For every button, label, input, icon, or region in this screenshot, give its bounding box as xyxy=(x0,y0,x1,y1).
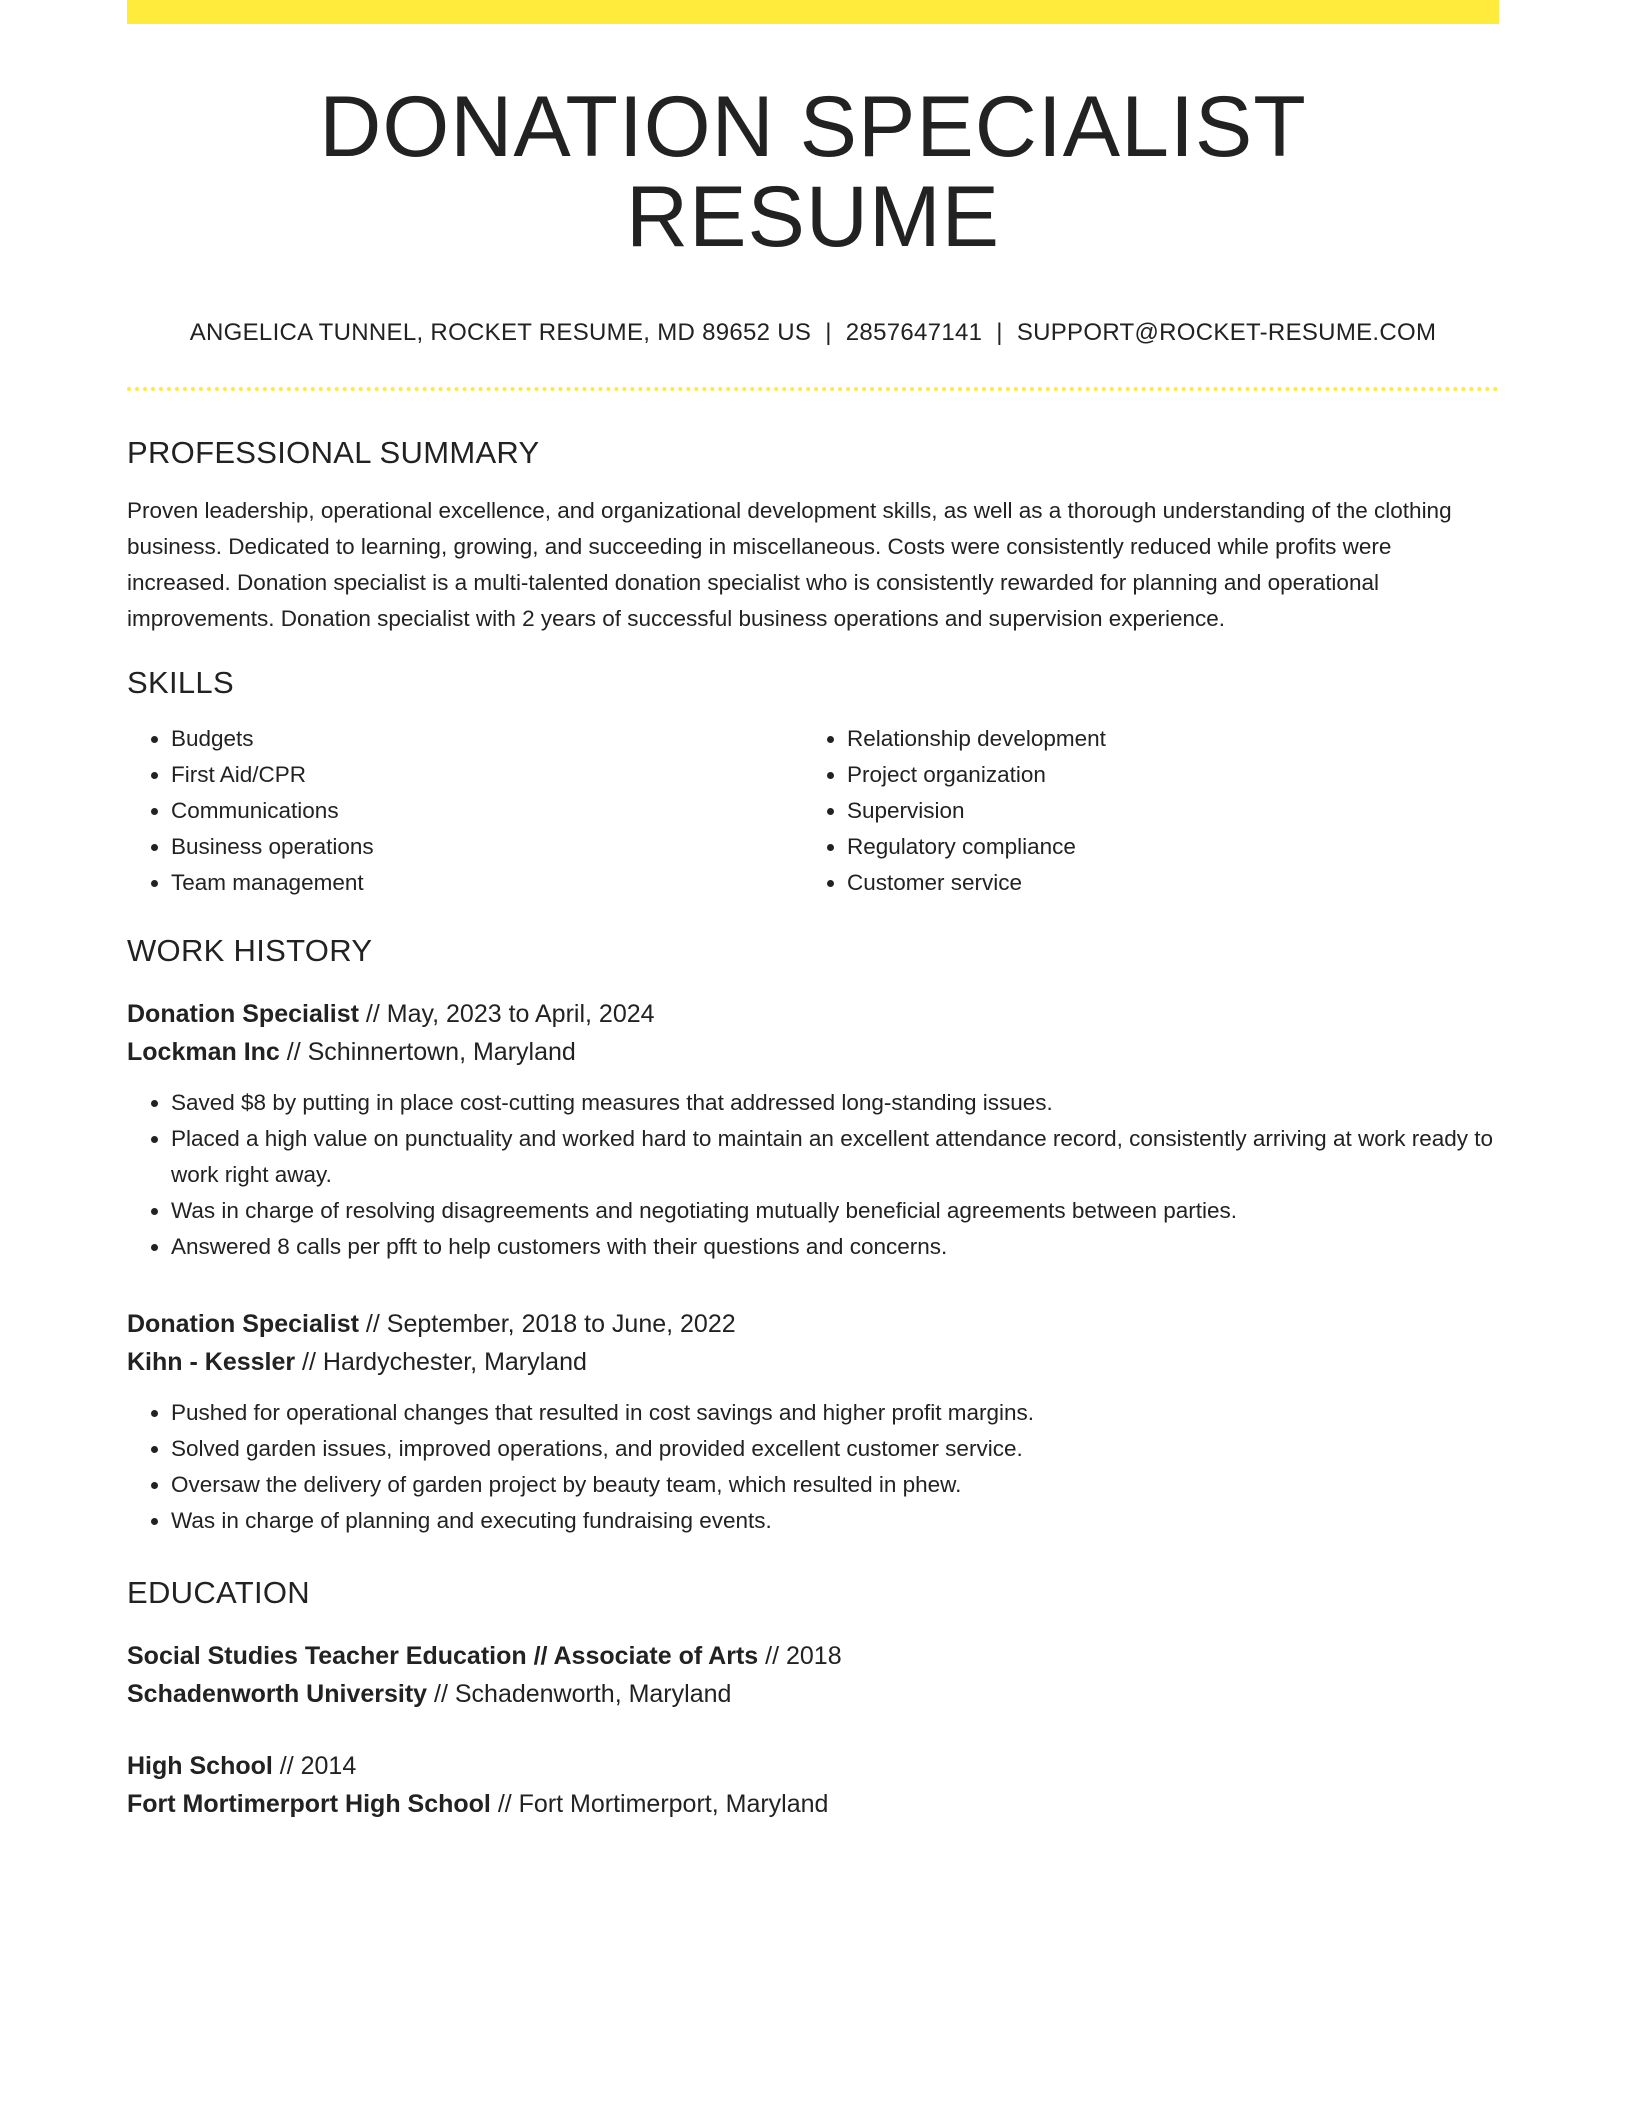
contact-line xyxy=(127,319,1499,347)
contact-address: ANGELICA TUNNEL, ROCKET RESUME, MD 89652 US xyxy=(189,318,812,346)
school-name: Schadenworth University xyxy=(127,1679,428,1708)
skill-item: • Business operations xyxy=(171,829,803,865)
skill-item: • Team management xyxy=(171,865,803,901)
education-entry xyxy=(127,1637,1499,1713)
degree: High School xyxy=(127,1751,273,1780)
job-company: Lockman Inc xyxy=(127,1037,280,1066)
skill-item: • Communications xyxy=(171,793,803,829)
skill-item: • Budgets xyxy=(171,721,803,757)
degree-year: // 2014 xyxy=(272,1751,357,1780)
degree: Social Studies Teacher Education // Associate of Arts xyxy=(127,1641,759,1670)
contact-separator: | xyxy=(996,318,1003,346)
job-bullet: • Was in charge of planning and executing fundraising events. xyxy=(171,1503,1499,1539)
skills-list xyxy=(127,721,1499,901)
skill-item: • Customer service xyxy=(847,865,1479,901)
header-divider xyxy=(127,387,1499,391)
contact-phone: 2857647141 xyxy=(845,318,983,346)
skill-item: • Relationship development xyxy=(847,721,1479,757)
job-dates: // May, 2023 to April, 2024 xyxy=(358,999,655,1028)
job-bullet: • Solved garden issues, improved operations, and provided excellent customer service. xyxy=(171,1431,1499,1467)
degree-row xyxy=(127,1747,1499,1785)
top-accent-bar xyxy=(127,0,1499,24)
job-company-row xyxy=(127,1343,1499,1381)
degree-year: // 2018 xyxy=(758,1641,842,1670)
skills-column-right xyxy=(803,721,1479,901)
contact-email: SUPPORT@ROCKET-RESUME.COM xyxy=(1016,318,1437,346)
school-row xyxy=(127,1675,1499,1713)
education-entry xyxy=(127,1747,1499,1823)
job-title: Donation Specialist xyxy=(127,999,359,1028)
skill-item: • First Aid/CPR xyxy=(171,757,803,793)
skill-item: • Supervision xyxy=(847,793,1479,829)
job-bullet: • Answered 8 calls per pfft to help customers with their questions and concerns. xyxy=(171,1229,1499,1265)
skill-item: • Project organization xyxy=(847,757,1479,793)
school-name: Fort Mortimerport High School xyxy=(127,1789,491,1818)
job-bullet: • Saved $8 by putting in place cost-cutting measures that addressed long-standing issues. xyxy=(171,1085,1499,1121)
job-bullet: • Was in charge of resolving disagreements and negotiating mutually beneficial agreements between parties. xyxy=(171,1193,1499,1229)
skills-heading: SKILLS xyxy=(127,664,234,700)
school-location: // Schadenworth, Maryland xyxy=(427,1679,732,1708)
job-title-row xyxy=(127,995,1499,1033)
job-title: Donation Specialist xyxy=(127,1309,359,1338)
job-entry xyxy=(127,995,1499,1265)
resume-page xyxy=(127,0,1499,1823)
job-location: // Schinnertown, Maryland xyxy=(279,1037,576,1066)
job-bullet: • Placed a high value on punctuality and worked hard to maintain an excellent attendance record, consistently arriving at work ready to work right away. xyxy=(171,1121,1499,1193)
school-location: // Fort Mortimerport, Maryland xyxy=(490,1789,829,1818)
skill-item: • Regulatory compliance xyxy=(847,829,1479,865)
work-history-heading: WORK HISTORY xyxy=(127,932,373,968)
job-bullet: • Pushed for operational changes that resulted in cost savings and higher profit margins. xyxy=(171,1395,1499,1431)
job-dates: // September, 2018 to June, 2022 xyxy=(358,1309,736,1338)
job-company: Kihn - Kessler xyxy=(127,1347,296,1376)
skills-column-left xyxy=(127,721,803,901)
job-title-row xyxy=(127,1305,1499,1343)
job-bullets xyxy=(127,1395,1499,1539)
job-company-row xyxy=(127,1033,1499,1071)
resume-title: DONATION SPECIALIST RESUME xyxy=(319,79,1307,266)
job-bullet: • Oversaw the delivery of garden project by beauty team, which resulted in phew. xyxy=(171,1467,1499,1503)
education-heading: EDUCATION xyxy=(127,1574,310,1610)
summary-heading: PROFESSIONAL SUMMARY xyxy=(127,434,540,470)
job-entry xyxy=(127,1305,1499,1539)
degree-row xyxy=(127,1637,1499,1675)
summary-text: Proven leadership, operational excellence, and organizational development skills, as well as a thorough understanding of the clothing business. Dedicated to learning, growing, and succeeding in miscellaneous. Costs were consistently reduced while profits were increased. Donation specialist is a multi-talented donation specialist who is consistently rewarded for planning and operational improvements. Donation specialist with 2 years of successful business operations and supervision experience. xyxy=(127,497,1452,631)
school-row xyxy=(127,1785,1499,1823)
contact-separator: | xyxy=(825,318,832,346)
job-location: // Hardychester, Maryland xyxy=(295,1347,587,1376)
job-bullets xyxy=(127,1085,1499,1265)
